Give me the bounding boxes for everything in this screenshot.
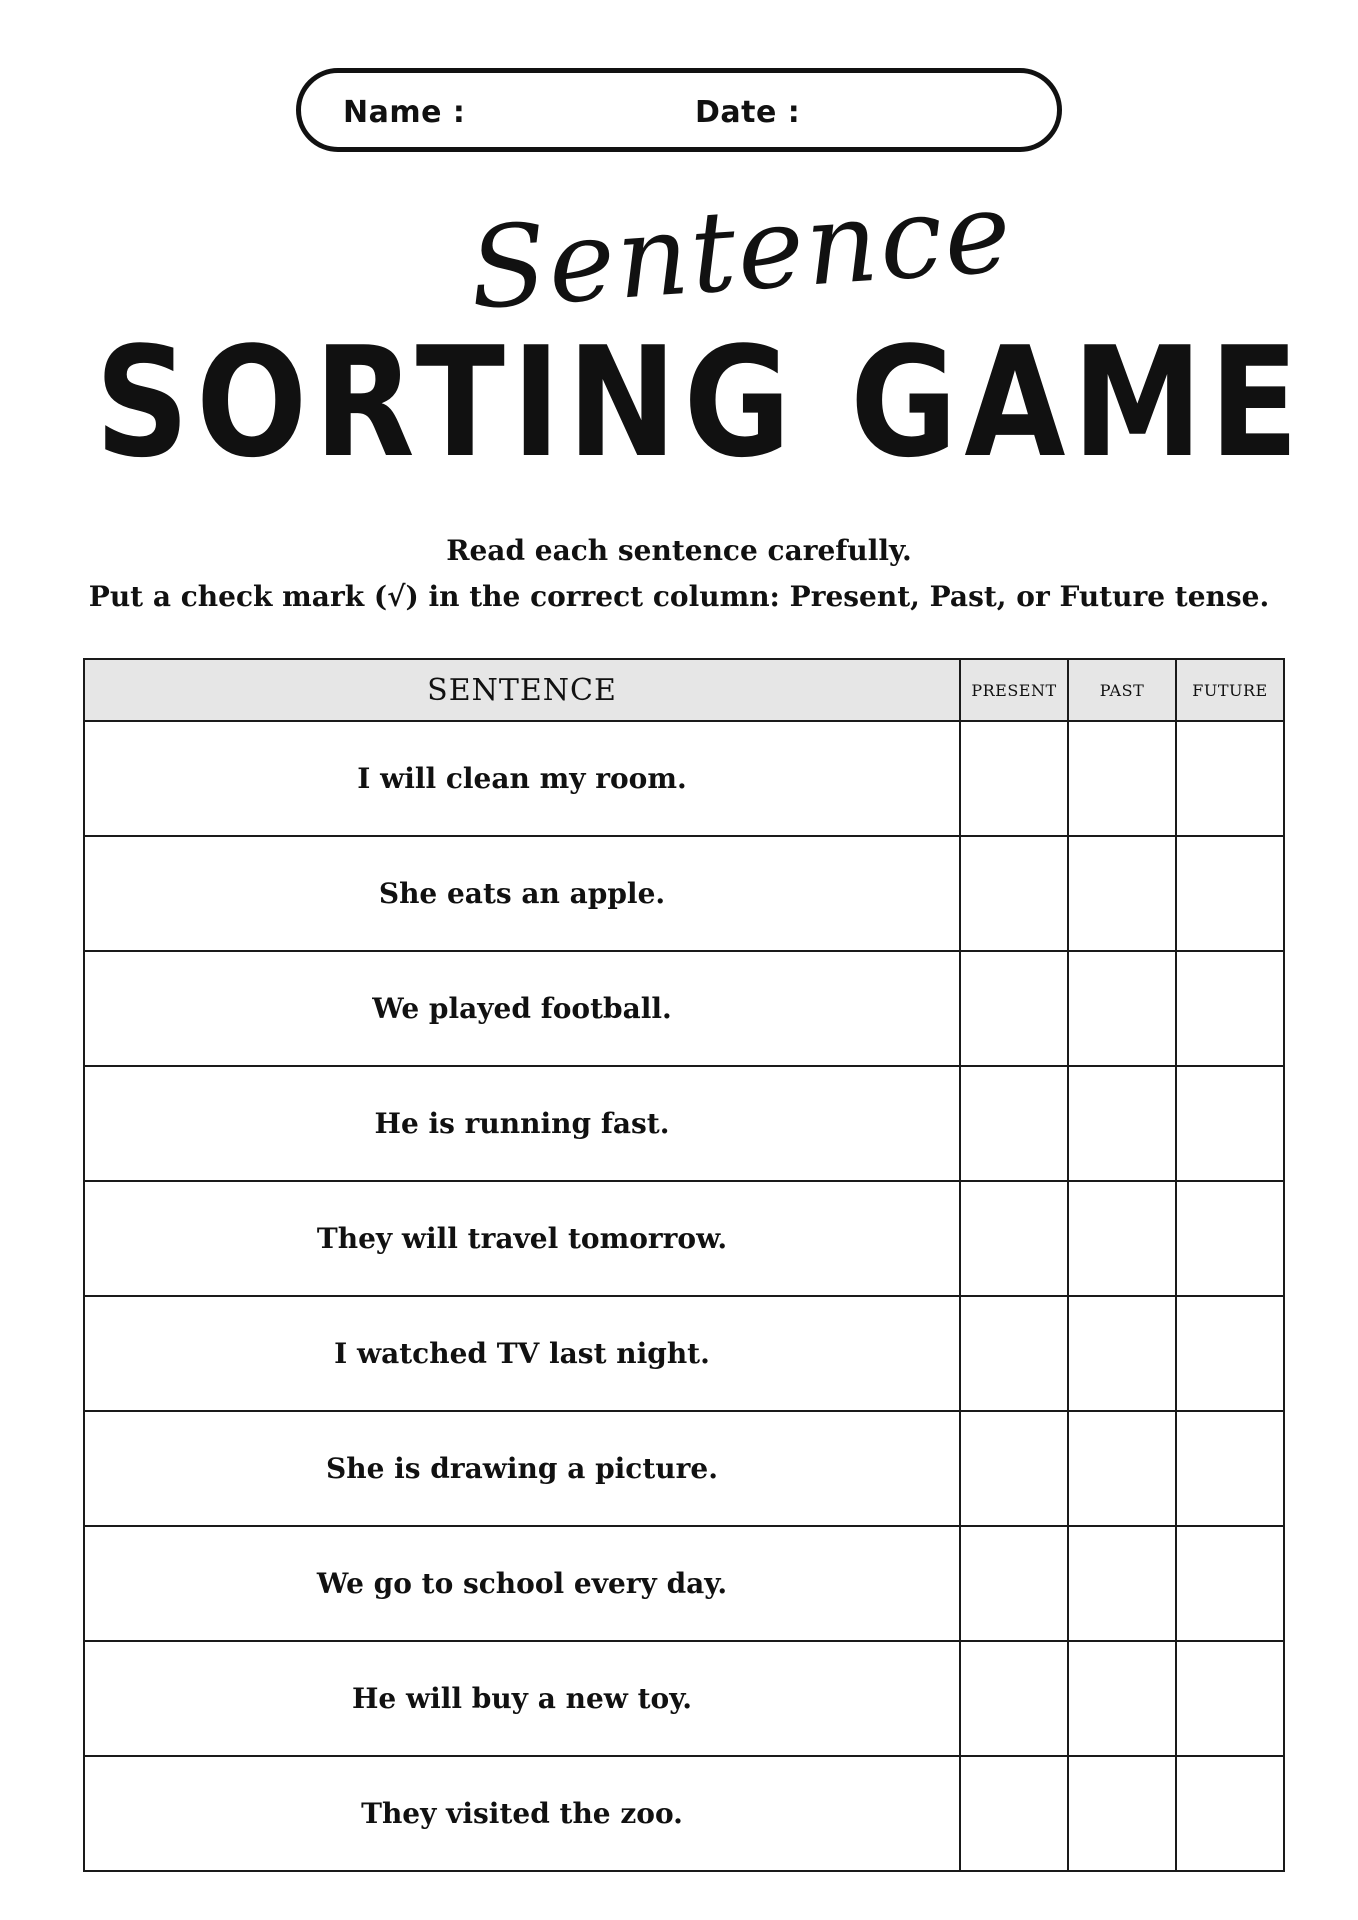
- page-title: SORTING GAME: [95, 314, 1306, 491]
- table-row: [84, 1526, 1284, 1641]
- header-sentence: SENTENCE: [84, 659, 960, 721]
- past-check-cell[interactable]: [1068, 721, 1176, 836]
- table-header-row: [84, 659, 1284, 721]
- present-check-cell[interactable]: [960, 836, 1068, 951]
- table-row: [84, 1296, 1284, 1411]
- future-check-cell[interactable]: [1176, 1411, 1284, 1526]
- name-field[interactable]: [471, 91, 685, 133]
- header-past: PAST: [1068, 659, 1176, 721]
- date-field[interactable]: [817, 91, 1041, 133]
- table-row: [84, 721, 1284, 836]
- past-check-cell[interactable]: [1068, 1181, 1176, 1296]
- sentence-cell: He will buy a new toy.: [84, 1641, 960, 1756]
- instructions: [0, 528, 1358, 620]
- present-check-cell[interactable]: [960, 1296, 1068, 1411]
- future-check-cell[interactable]: [1176, 1526, 1284, 1641]
- past-check-cell[interactable]: [1068, 836, 1176, 951]
- instruction-line-1: Read each sentence carefully.: [446, 534, 912, 567]
- instruction-line-2: Put a check mark (√) in the correct column: Present, Past, or Future tense.: [88, 580, 1270, 613]
- future-check-cell[interactable]: [1176, 1756, 1284, 1871]
- sentence-cell: They visited the zoo.: [84, 1756, 960, 1871]
- sentence-cell: We played football.: [84, 951, 960, 1066]
- table-row: [84, 1181, 1284, 1296]
- header-future: FUTURE: [1176, 659, 1284, 721]
- present-check-cell[interactable]: [960, 1181, 1068, 1296]
- name-date-box: [296, 68, 1062, 152]
- present-check-cell[interactable]: [960, 1066, 1068, 1181]
- table-row: [84, 951, 1284, 1066]
- future-check-cell[interactable]: [1176, 1066, 1284, 1181]
- present-check-cell[interactable]: [960, 1526, 1068, 1641]
- name-label: Name :: [343, 95, 466, 130]
- table-row: [84, 1411, 1284, 1526]
- sentence-cell: We go to school every day.: [84, 1526, 960, 1641]
- past-check-cell[interactable]: [1068, 1641, 1176, 1756]
- title-script: Sentence: [465, 167, 1017, 335]
- present-check-cell[interactable]: [960, 1411, 1068, 1526]
- future-check-cell[interactable]: [1176, 1296, 1284, 1411]
- future-check-cell[interactable]: [1176, 951, 1284, 1066]
- header-present: PRESENT: [960, 659, 1068, 721]
- future-check-cell[interactable]: [1176, 1641, 1284, 1756]
- table-row: [84, 1641, 1284, 1756]
- future-check-cell[interactable]: [1176, 721, 1284, 836]
- sorting-table: [83, 658, 1285, 1872]
- present-check-cell[interactable]: [960, 951, 1068, 1066]
- past-check-cell[interactable]: [1068, 1756, 1176, 1871]
- sentence-cell: He is running fast.: [84, 1066, 960, 1181]
- future-check-cell[interactable]: [1176, 1181, 1284, 1296]
- table-row: [84, 1066, 1284, 1181]
- present-check-cell[interactable]: [960, 721, 1068, 836]
- sentence-cell: I will clean my room.: [84, 721, 960, 836]
- past-check-cell[interactable]: [1068, 1066, 1176, 1181]
- past-check-cell[interactable]: [1068, 1526, 1176, 1641]
- past-check-cell[interactable]: [1068, 1296, 1176, 1411]
- sentence-cell: She eats an apple.: [84, 836, 960, 951]
- table-row: [84, 836, 1284, 951]
- present-check-cell[interactable]: [960, 1756, 1068, 1871]
- table-row: [84, 1756, 1284, 1871]
- date-label: Date :: [695, 95, 801, 130]
- sentence-cell: She is drawing a picture.: [84, 1411, 960, 1526]
- sentence-cell: They will travel tomorrow.: [84, 1181, 960, 1296]
- present-check-cell[interactable]: [960, 1641, 1068, 1756]
- past-check-cell[interactable]: [1068, 1411, 1176, 1526]
- sentence-cell: I watched TV last night.: [84, 1296, 960, 1411]
- future-check-cell[interactable]: [1176, 836, 1284, 951]
- past-check-cell[interactable]: [1068, 951, 1176, 1066]
